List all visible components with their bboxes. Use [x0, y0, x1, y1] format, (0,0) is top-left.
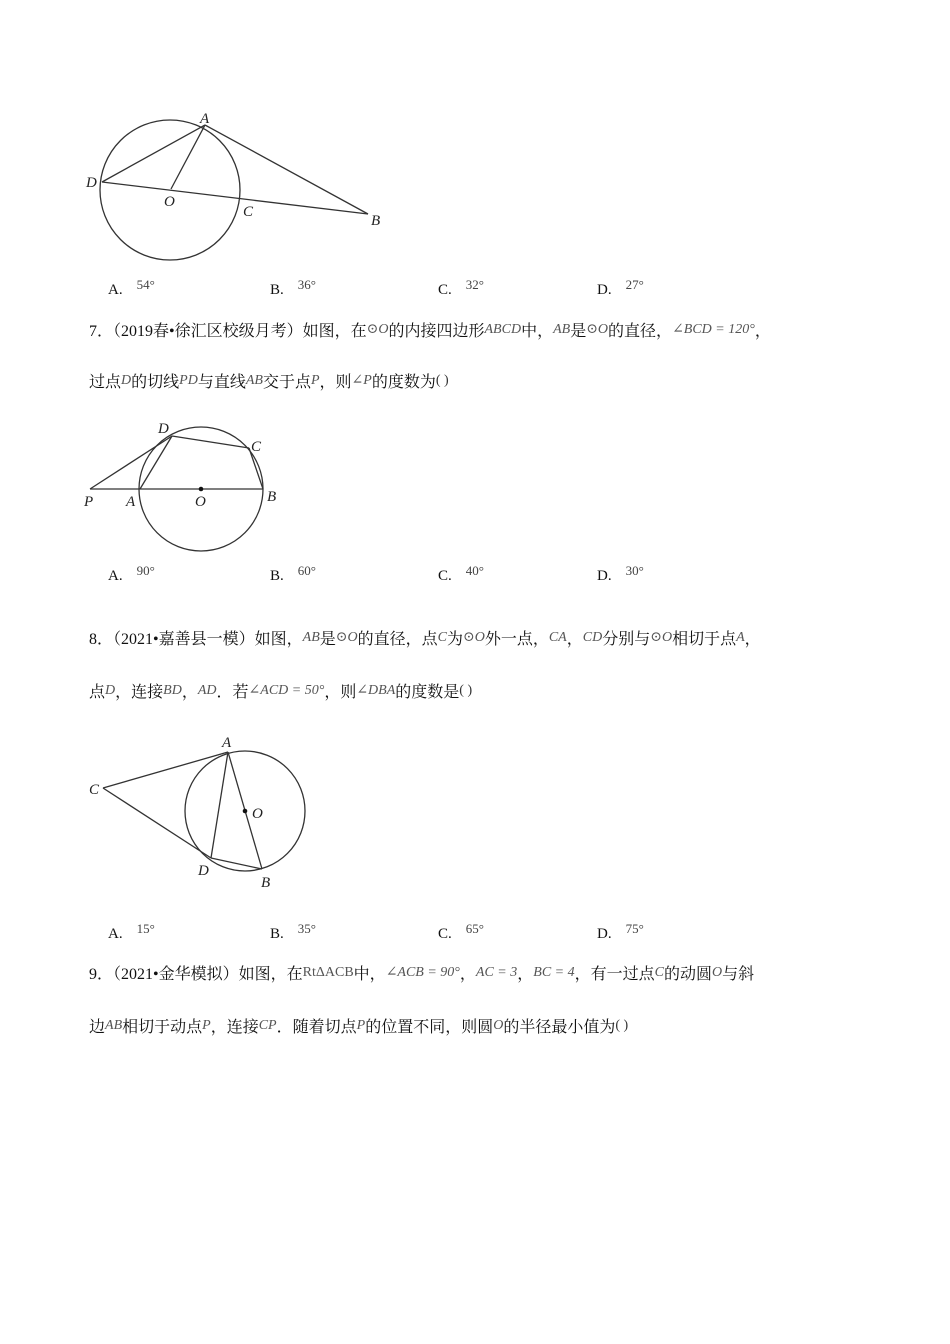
q6-option-d[interactable]: [597, 277, 644, 299]
q6-line-DB: [102, 182, 368, 214]
q7-figure: [80, 415, 300, 560]
math: D: [121, 373, 132, 388]
text: 的位置不同，则圆: [365, 1019, 494, 1036]
text: ，连接: [210, 1019, 259, 1036]
math: ⊙O: [335, 630, 358, 645]
text: 的度数为: [371, 374, 436, 391]
math: O: [493, 1018, 504, 1033]
q8-line-1: [89, 626, 761, 649]
math: RtΔACB: [302, 965, 354, 980]
text: 的直径，点: [357, 631, 438, 648]
text: 如图，在: [238, 966, 303, 983]
text: ，: [181, 684, 198, 701]
q6-label-O: O: [164, 194, 175, 210]
math: ∠ACB = 90°: [385, 965, 460, 980]
text: 的直径，: [608, 323, 673, 340]
option-key: A.: [108, 568, 123, 584]
math: O: [712, 965, 723, 980]
text: ，: [517, 966, 534, 983]
q8-option-a[interactable]: [108, 921, 155, 943]
math: ∠P: [351, 373, 372, 388]
option-key: A.: [108, 282, 123, 298]
text: ，: [754, 323, 771, 340]
q7-option-d[interactable]: [597, 563, 644, 585]
option-key: D.: [597, 282, 612, 298]
text: 是: [319, 631, 336, 648]
option-value: 36°: [297, 277, 316, 292]
answer-blank[interactable]: ( ): [615, 1018, 629, 1033]
option-value: 75°: [625, 921, 644, 936]
math: ∠DBA: [356, 683, 396, 698]
q8-option-b[interactable]: [270, 921, 316, 943]
text: ．随着切点: [276, 1019, 357, 1036]
q7-label-C: C: [251, 439, 262, 455]
option-key: D.: [597, 926, 612, 942]
text: 交于点: [262, 374, 311, 391]
q7-line-PD: [90, 436, 172, 489]
q7-center-dot: [199, 487, 204, 492]
text: 的切线: [131, 374, 180, 391]
text: ．若: [216, 684, 249, 701]
q9-line-2: [89, 1014, 628, 1037]
math: BD: [163, 683, 182, 698]
option-key: B.: [270, 282, 284, 298]
option-value: 27°: [625, 277, 644, 292]
text: 如图，在: [302, 323, 367, 340]
math: ∠ACD = 50°: [248, 683, 325, 698]
math: C: [437, 630, 447, 645]
q7-option-b[interactable]: [270, 563, 316, 585]
q8-line-AD: [211, 752, 228, 858]
q7-label-O: O: [195, 494, 206, 510]
math: PD: [179, 373, 198, 388]
math: ⊙O: [462, 630, 485, 645]
q7-line-2: [89, 369, 449, 392]
text: 的内接四边形: [388, 323, 485, 340]
q8-line-2: [89, 679, 472, 702]
math: P: [202, 1018, 211, 1033]
q8-figure: [80, 730, 320, 895]
math: AB: [245, 373, 263, 388]
math: CA: [548, 630, 567, 645]
option-key: B.: [270, 568, 284, 584]
text: 是: [570, 323, 587, 340]
q8-label-B: B: [261, 875, 271, 891]
q8-label-A: A: [222, 735, 232, 751]
q8-label-D: D: [198, 863, 209, 879]
text: 点: [89, 684, 106, 701]
math: ABCD: [484, 322, 522, 337]
text: 中，: [353, 966, 386, 983]
answer-blank[interactable]: ( ): [459, 683, 473, 698]
text: ，连接: [115, 684, 164, 701]
math: ⊙O: [586, 322, 609, 337]
q6-option-b[interactable]: [270, 277, 316, 299]
q6-line-AB: [205, 125, 368, 214]
math: ∠BCD = 120°: [672, 322, 755, 337]
q8-option-d[interactable]: [597, 921, 644, 943]
answer-blank[interactable]: ( ): [435, 373, 449, 388]
text: 相切于动点: [122, 1019, 203, 1036]
math: CP: [258, 1018, 277, 1033]
option-value: 35°: [297, 921, 316, 936]
text: 为: [446, 631, 463, 648]
text: 与直线: [197, 374, 246, 391]
math: A: [736, 630, 745, 645]
math: P: [310, 373, 320, 388]
question-source: （2021•金华模拟）: [113, 966, 239, 983]
math: ⊙O: [366, 322, 389, 337]
q7-label-P: P: [84, 494, 94, 510]
question-source: （2019春•徐汇区校级月考）: [113, 323, 303, 340]
q6-label-B: B: [371, 213, 381, 229]
text: 的半径最小值为: [503, 1019, 616, 1036]
q8-line-CA: [103, 752, 228, 788]
option-key: C.: [438, 568, 452, 584]
q7-label-B: B: [267, 489, 277, 505]
text: 边: [89, 1019, 106, 1036]
text: ，则: [324, 684, 357, 701]
text: ，: [459, 966, 476, 983]
option-value: 30°: [625, 563, 644, 578]
math: AC = 3: [475, 965, 518, 980]
q8-option-c[interactable]: [438, 921, 484, 943]
text: ，有一过点: [574, 966, 655, 983]
q8-line-DB: [211, 858, 262, 869]
q7-option-a[interactable]: [108, 563, 155, 585]
q6-option-c[interactable]: [438, 277, 484, 299]
q9-line-1: [89, 961, 754, 984]
option-key: B.: [270, 926, 284, 942]
q7-line-DC: [172, 436, 249, 448]
text: 中，: [521, 323, 554, 340]
text: ，则: [319, 374, 352, 391]
text: 与斜: [722, 966, 755, 983]
q6-label-D: D: [86, 175, 97, 191]
math: D: [105, 683, 116, 698]
question-source: （2021•嘉善县一模）: [113, 631, 255, 648]
text: 过点: [89, 374, 122, 391]
option-value: 90°: [136, 563, 155, 578]
math: AB: [553, 322, 571, 337]
option-value: 32°: [465, 277, 484, 292]
q6-label-A: A: [200, 111, 210, 127]
math: ⊙O: [650, 630, 673, 645]
question-number: 8．: [89, 631, 114, 648]
question-number: 9．: [89, 966, 114, 983]
math: BC = 4: [533, 965, 575, 980]
math: CD: [582, 630, 603, 645]
text: 的动圆: [663, 966, 712, 983]
math: AB: [105, 1018, 123, 1033]
q6-figure: [80, 105, 400, 235]
q8-label-C: C: [89, 782, 100, 798]
q7-label-A: A: [126, 494, 136, 510]
option-key: C.: [438, 282, 452, 298]
option-value: 15°: [136, 921, 155, 936]
option-value: 60°: [297, 563, 316, 578]
q7-label-D: D: [158, 421, 169, 437]
text: 分别与: [602, 631, 651, 648]
math: AD: [197, 683, 217, 698]
text: ，: [744, 631, 761, 648]
q7-line-1: [89, 318, 771, 341]
text: 的度数是: [395, 684, 460, 701]
q6-option-a[interactable]: [108, 277, 155, 299]
question-number: 7．: [89, 323, 114, 340]
option-key: A.: [108, 926, 123, 942]
option-value: 40°: [465, 563, 484, 578]
q6-label-C: C: [243, 204, 254, 220]
text: 如图，: [254, 631, 303, 648]
q8-label-O: O: [252, 806, 263, 822]
text: 外一点，: [484, 631, 549, 648]
option-value: 54°: [136, 277, 155, 292]
option-key: D.: [597, 568, 612, 584]
option-value: 65°: [465, 921, 484, 936]
q7-option-c[interactable]: [438, 563, 484, 585]
option-key: C.: [438, 926, 452, 942]
math: P: [356, 1018, 366, 1033]
q8-center-dot: [243, 809, 248, 814]
math: C: [654, 965, 664, 980]
text: ，: [566, 631, 583, 648]
math: AB: [302, 630, 320, 645]
text: 相切于点: [672, 631, 737, 648]
q8-line-CD: [103, 788, 211, 858]
